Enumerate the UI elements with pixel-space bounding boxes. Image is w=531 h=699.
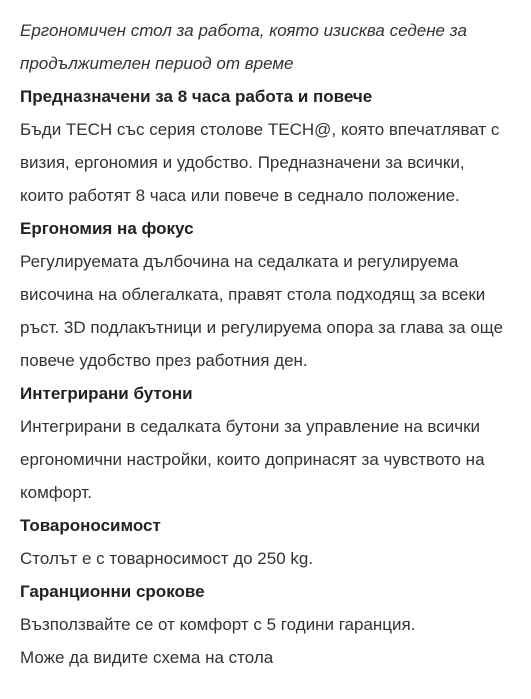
section-ergonomics — [20, 212, 511, 377]
section-text: Регулируемата дълбочина на седалката и регулируема височина на облегалката, правят стола подходящ за всеки ръст. 3D подлакътници и регулируема опора за глава за още повече удобство през работния ден. — [20, 252, 504, 370]
section-text: Възползвайте се от комфорт с 5 години гаранция. — [20, 615, 416, 634]
section-title: Ергономия на фокус — [20, 219, 194, 238]
section-buttons — [20, 377, 511, 509]
section-text: Бъди TECH със серия столове TECH@, която впечатляват с визия, ергономия и удобство. Предназначени за всички, които работят 8 часа или повече в седнало положение. — [20, 120, 500, 205]
section-title: Интегрирани бутони — [20, 384, 193, 403]
section-warranty — [20, 575, 511, 641]
section-text: Интегрирани в седалката бутони за управление на всички ергономични настройки, които допринасят за чувството на комфорт. — [20, 417, 485, 502]
intro-text: Ергономичен стол за работа, която изисква седене за продължителен период от време — [20, 21, 467, 73]
section-title: Гаранционни срокове — [20, 582, 205, 601]
section-title: Товароносимост — [20, 516, 161, 535]
chair-scheme-text: Може да видите схема на стола — [20, 648, 274, 667]
section-work-hours — [20, 80, 511, 212]
section-text: Столът е с товарносимост до 250 kg. — [20, 549, 314, 568]
section-title: Предназначени за 8 часа работа и повече — [20, 87, 373, 106]
section-load-capacity — [20, 509, 511, 575]
